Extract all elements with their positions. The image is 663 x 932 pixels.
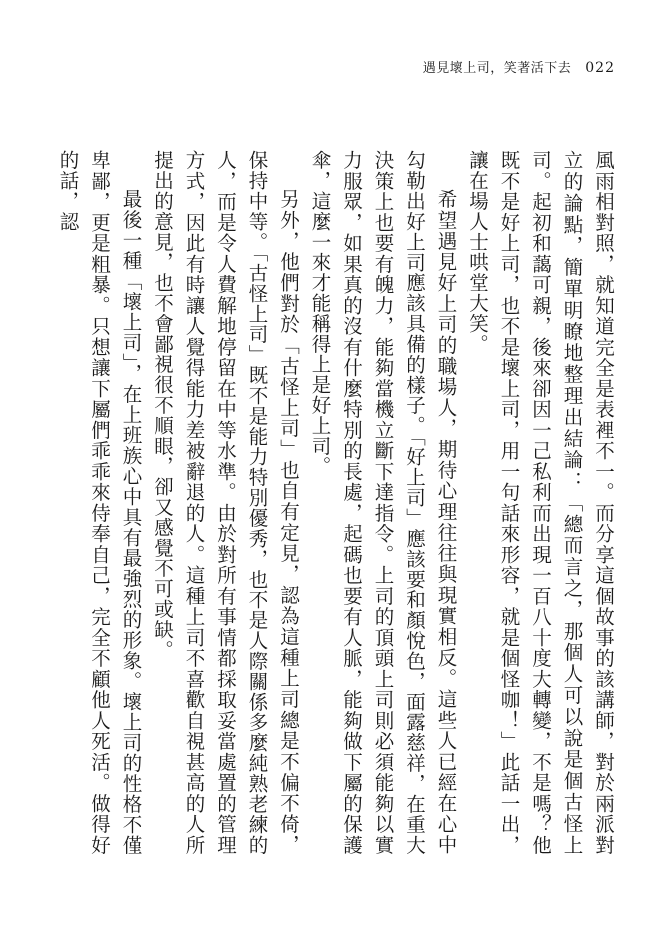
running-title: 遇見壞上司，笑著活下去 [422,61,572,76]
paragraph: 最後一種「壞上司」，在上班族心中具有最強烈的形象。壞上司的性格不僅卑鄙，更是粗暴。只想讓下屬們乖乖來侍奉自己，完全不顧他人死活。做得好的話，認 [56,150,143,855]
running-header [423,57,615,77]
page-number: 022 [585,60,615,76]
paragraph: 風雨相對照，就知道完全是表裡不一。而分享這個故事的該講師，對於兩派對立的論點，簡單明瞭地整理出結論：「總而言之，那個人可以說是個古怪上司。起初和藹可親，後來卻因一己私利而出現一百八十度大轉變，不是嗎？他既不是好上司，也不是壞上司，用一句話來形容，就是個怪咖！」此話一出，讓在場人士哄堂大笑。 [466,150,615,855]
paragraph: 希望遇見好上司的職場人，期待心理往往與現實相反。這些人已經在心中勾勒出好上司應該具備的樣子。「好上司」應該要和顏悅色，面露慈祥，在重大決策上也要有魄力，能夠當機立斷下達指令。上司的頂頭上司則必須能夠以實力服眾，如果真的沒有什麼特別的長處，起碼也要有人脈，能夠做下屬的保護傘，這麼一來才能稱得上是好上司。 [308,150,458,855]
paragraph: 另外，他們對於「古怪上司」也自有定見，認為這種上司總是不偏不倚，保持中等。「古怪上司」既不是能力特別優秀，也不是人際關係多麼純熟老練的人，而是令人費解地停留在中等水準。由於對所有事情都採取妥當處置的管理方式，因此有時讓人覺得能力差被辭退的人。這種上司不喜歡自視甚高的人所提出的意見，也不會鄙視很不順眼，卻又感覺不可或缺。 [151,150,300,855]
body-text [24,150,619,855]
